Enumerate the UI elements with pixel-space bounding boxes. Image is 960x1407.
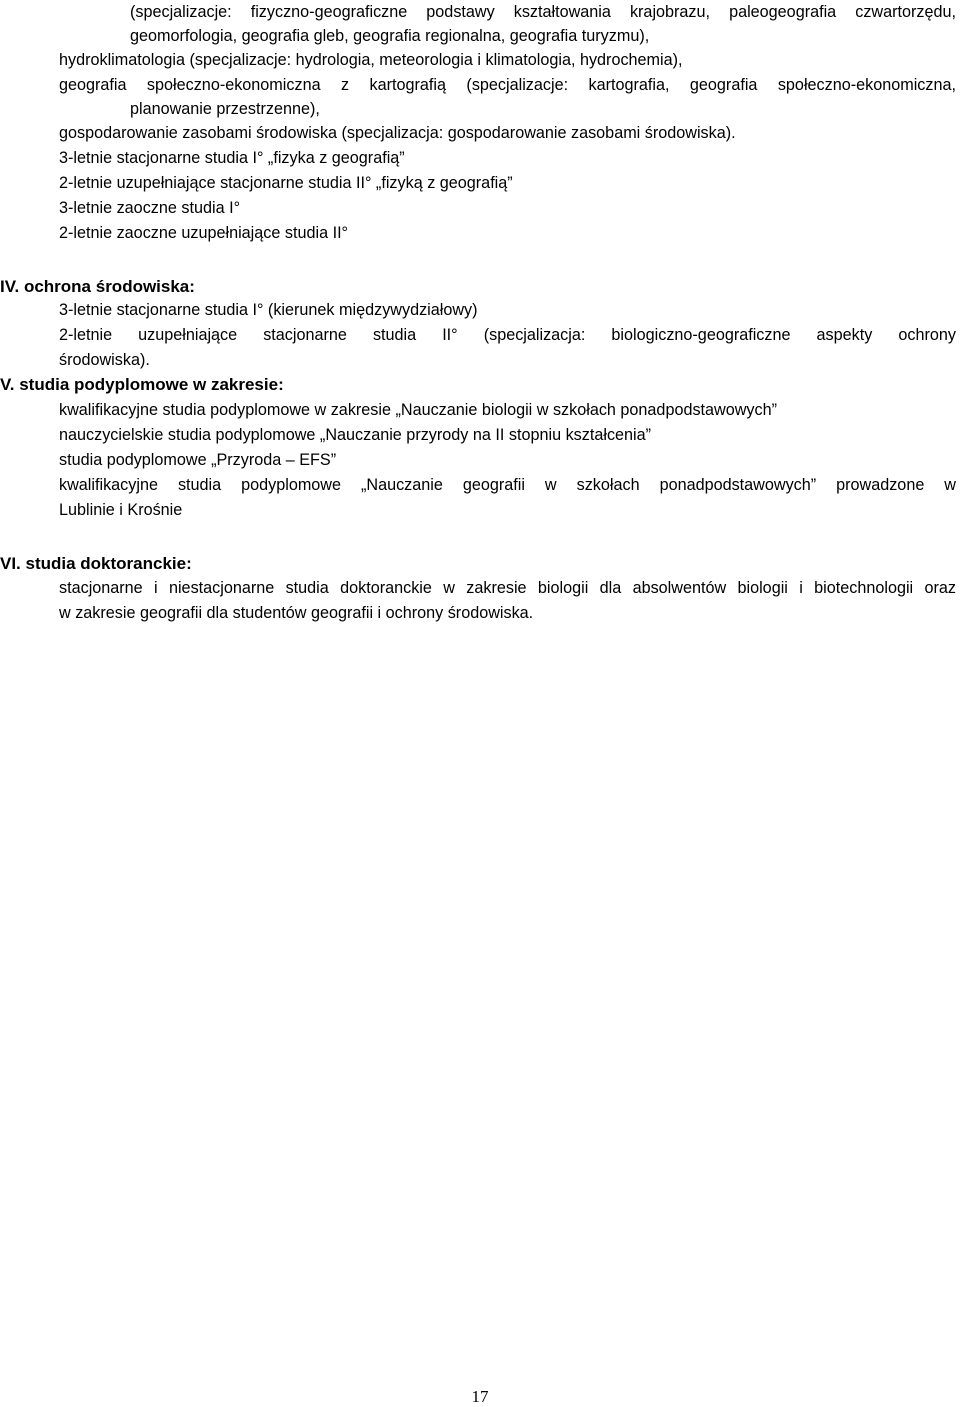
text-line: 2-letnie uzupełniające stacjonarne studia II° (specjalizacja: biologiczno-geograficzne aspekty ochrony [59,326,956,344]
text-line: 3-letnie stacjonarne studia I° „fizyka z geografią” [59,149,405,167]
text-line: Lublinie i Krośnie [59,501,183,519]
text-line: kwalifikacyjne studia podyplomowe „Nauczanie geografii w szkołach ponadpodstawowych” prowadzone w [59,476,956,494]
text-line: hydroklimatologia (specjalizacje: hydrologia, meteorologia i klimatologia, hydrochemia), [59,51,683,69]
text-line: 3-letnie stacjonarne studia I° (kierunek międzywydziałowy) [59,301,478,319]
text-line: środowiska). [59,351,150,369]
text-line: stacjonarne i niestacjonarne studia doktoranckie w zakresie biologii dla absolwentów biologii i biotechnologii oraz [59,579,956,597]
text-line: kwalifikacyjne studia podyplomowe w zakresie „Nauczanie biologii w szkołach ponadpodstawowych” [59,401,778,419]
text-line: nauczycielskie studia podyplomowe „Nauczanie przyrody na II stopniu kształcenia” [59,426,652,444]
section-heading: IV. ochrona środowiska: [0,277,195,296]
section-heading: V. studia podyplomowe w zakresie: [0,375,284,394]
text-line: geografia społeczno-ekonomiczna z kartografią (specjalizacje: kartografia, geografia społeczno-ekonomiczna, [59,76,956,94]
text-line: 3-letnie zaoczne studia I° [59,199,241,217]
section-heading: VI. studia doktoranckie: [0,554,192,573]
text-line: gospodarowanie zasobami środowiska (specjalizacja: gospodarowanie zasobami środowiska). [59,124,736,142]
text-line: geomorfologia, geografia gleb, geografia regionalna, geografia turyzmu), [130,27,650,45]
text-line: 2-letnie zaoczne uzupełniające studia II° [59,224,349,242]
page-number: 17 [471,1387,489,1406]
text-line: studia podyplomowe „Przyroda – EFS” [59,451,337,469]
text-line: 2-letnie uzupełniające stacjonarne studia II° „fizyką z geografią” [59,174,513,192]
text-line: (specjalizacje: fizyczno-geograficzne podstawy kształtowania krajobrazu, paleogeografia czwartorzędu, [130,3,956,21]
text-line: planowanie przestrzenne), [130,100,320,118]
text-line: w zakresie geografii dla studentów geografii i ochrony środowiska. [59,604,534,622]
